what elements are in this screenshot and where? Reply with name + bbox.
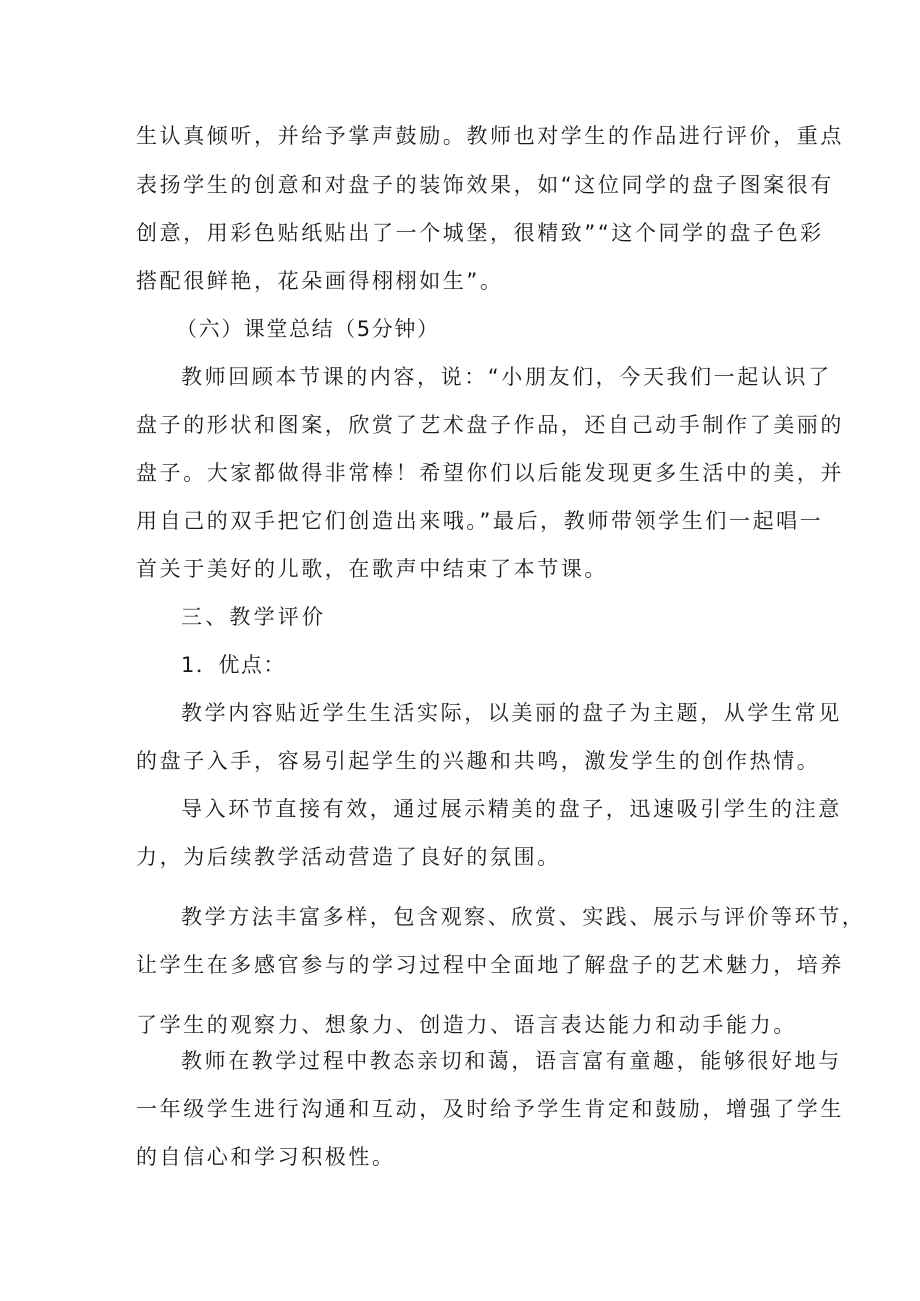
text-line: 用自己的双手把它们创造出来哦。”最后，教师带领学生们一起唱一 [136, 509, 824, 533]
text-line: 教学方法丰富多样，包含观察、欣赏、实践、展示与评价等环节， [181, 905, 866, 929]
text-line: 教学内容贴近学生生活实际，以美丽的盘子为主题，从学生常见 [181, 701, 842, 725]
text-line: 一年级学生进行沟通和互动，及时给予学生肯定和鼓励，增强了学生 [136, 1097, 844, 1121]
text-line: 首关于美好的儿歌，在歌声中结束了本节课。 [136, 557, 608, 581]
section-heading-evaluation: 三、教学评价 [181, 605, 327, 629]
text-line: 教师在教学过程中教态亲切和蔼，语言富有童趣，能够很好地与 [181, 1049, 842, 1073]
section-heading-summary: （六）课堂总结（5分钟） [176, 317, 440, 341]
text-line: 生认真倾听，并给予掌声鼓励。教师也对学生的作品进行评价，重点 [136, 124, 844, 148]
subheading-strengths: 1．优点： [181, 653, 286, 677]
text-line: 表扬学生的创意和对盘子的装饰效果，如“这位同学的盘子图案很有 [136, 173, 834, 197]
text-line: 盘子。大家都做得非常棒！希望你们以后能发现更多生活中的美，并 [136, 461, 844, 485]
text-line: 搭配很鲜艳，花朵画得栩栩如生”。 [136, 269, 504, 293]
text-line: 的自信心和学习积极性。 [136, 1145, 396, 1169]
text-line: 创意，用彩色贴纸贴出了一个城堡，很精致”“这个同学的盘子色彩 [136, 221, 824, 245]
text-line: 教师回顾本节课的内容，说：“小朋友们，今天我们一起认识了 [181, 365, 832, 389]
text-line: 的盘子入手，容易引起学生的兴趣和共鸣，激发学生的创作热情。 [136, 749, 821, 773]
text-line: 盘子的形状和图案，欣赏了艺术盘子作品，还自己动手制作了美丽的 [136, 413, 844, 437]
text-line: 了学生的观察力、想象力、创造力、语言表达能力和动手能力。 [136, 1013, 797, 1037]
text-line: 导入环节直接有效，通过展示精美的盘子，迅速吸引学生的注意 [181, 797, 842, 821]
text-line: 让学生在多感官参与的学习过程中全面地了解盘子的艺术魅力，培养 [136, 953, 844, 977]
text-line: 力，为后续教学活动营造了良好的氛围。 [136, 845, 561, 869]
